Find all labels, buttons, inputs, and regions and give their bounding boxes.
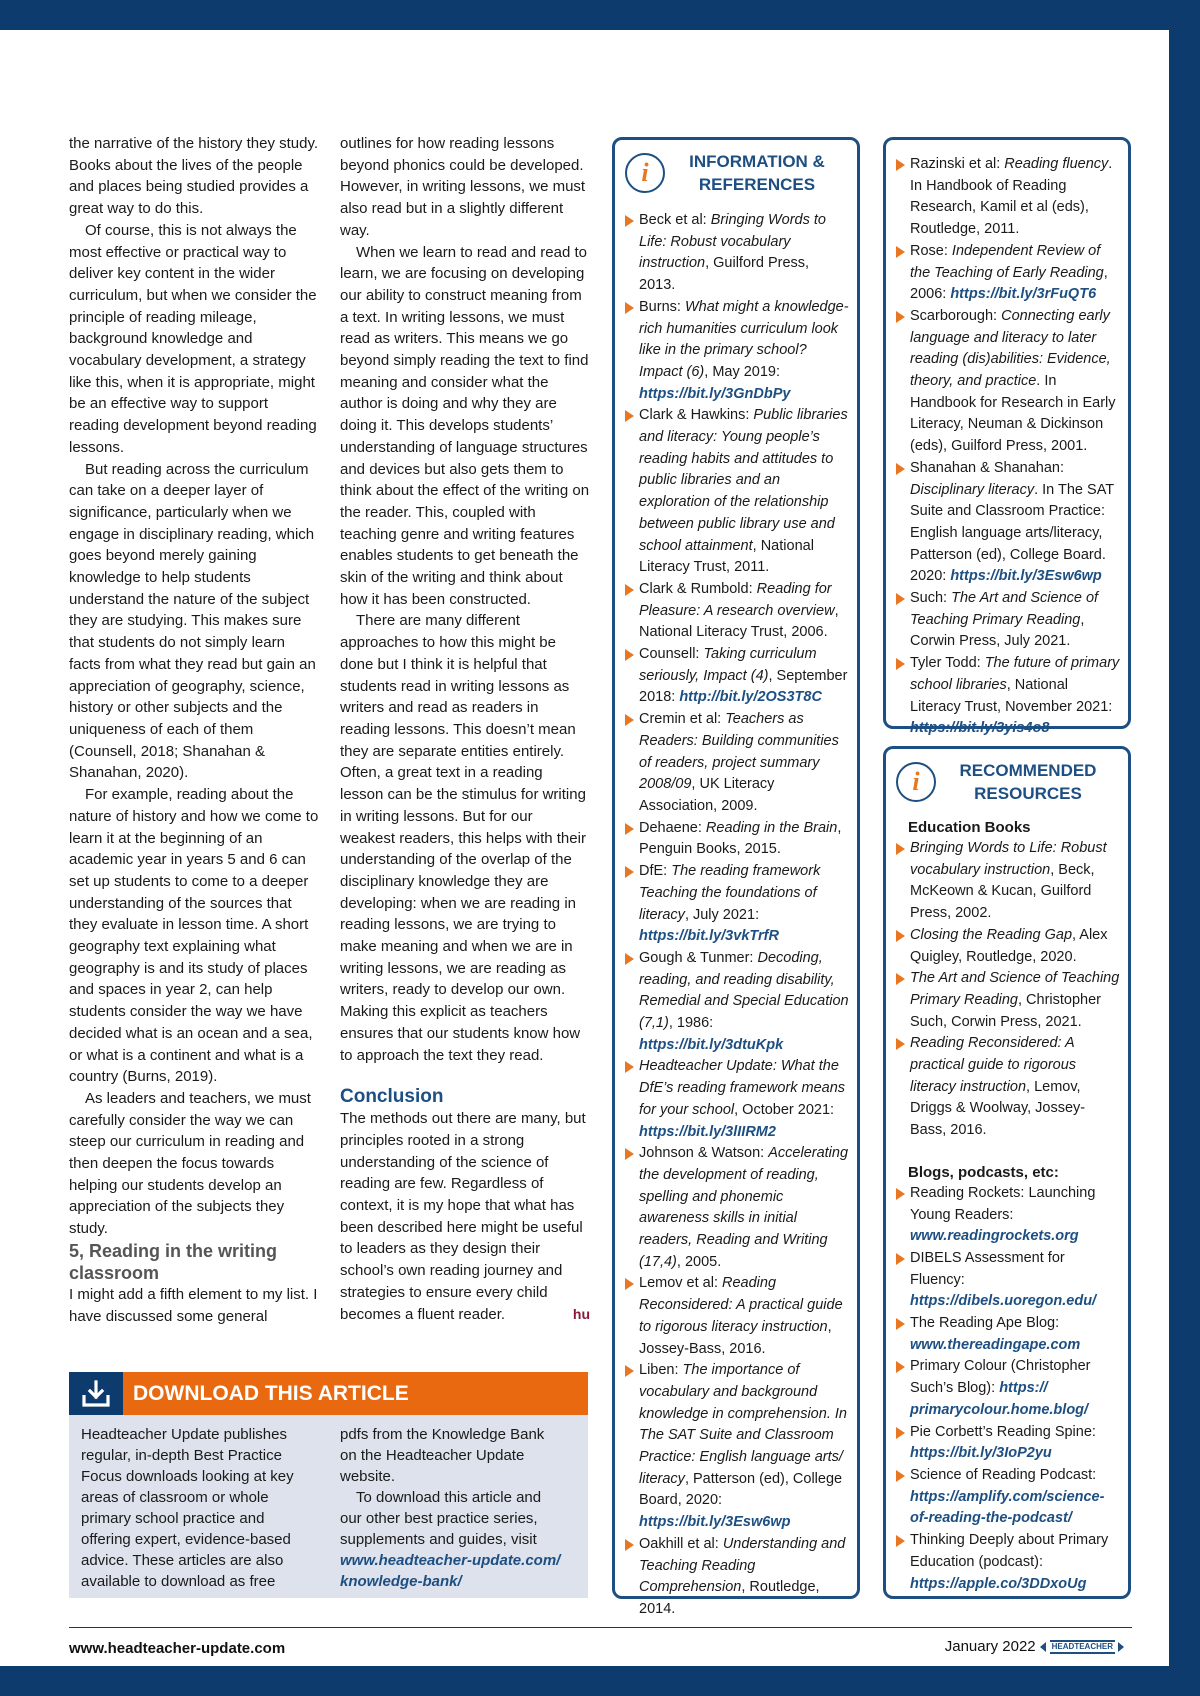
paragraph: outlines for how reading lessons beyond phonics could be developed. However, in writing lessons, we must also read but in a slightly different way. <box>340 135 586 239</box>
resources-header <box>896 759 1120 805</box>
download-paragraph: Headteacher Update publishes regular, in-depth Best Practice Focus downloads looking at key areas of classroom or whole primary school practice and offering expert, evidence-based advice. These articles are also available to download as free <box>81 1426 294 1590</box>
reference-author: Science of Reading Podcast: <box>910 1466 1097 1483</box>
reference-item <box>896 925 1120 968</box>
reference-author: Rose: <box>910 242 952 259</box>
reference-author: Oakhill et al: <box>639 1535 723 1552</box>
references-list <box>625 210 849 1621</box>
reference-title: Taking curriculum seriously, Impact (4) <box>639 646 817 684</box>
article-column-1 <box>69 133 319 1327</box>
reference-title: Independent Review of the Teaching of Early Reading <box>910 242 1104 281</box>
reference-details: , UK Literacy Association, 2009. <box>639 776 775 814</box>
reference-details: , September 2018: <box>639 667 848 706</box>
reference-link[interactable]: http://bit.ly/2OS3T8C <box>679 689 822 706</box>
reference-title: Bringing Words to Life: Robust vocabulary instruction <box>910 840 1107 878</box>
reference-item <box>896 1356 1120 1421</box>
reference-item <box>896 1313 1120 1356</box>
reference-title: Reading fluency <box>1004 156 1109 172</box>
reference-item <box>625 1143 849 1273</box>
reference-item <box>896 154 1120 241</box>
reference-details: , Alex Quigley, Routledge, 2020. <box>910 926 1108 965</box>
reference-link[interactable]: https://apple.co/3DDxoUg <box>910 1575 1087 1592</box>
reference-item <box>625 861 849 948</box>
reference-item <box>896 1248 1120 1313</box>
resources-title: RECOMMENDED RESOURCES <box>959 761 1097 803</box>
reference-title: The reading framework Teaching the foundations of literacy <box>639 863 821 923</box>
resources-box <box>883 746 1131 1599</box>
reference-author: Such: <box>910 590 952 607</box>
reference-item <box>625 297 849 406</box>
download-panel <box>69 1372 588 1598</box>
books-heading: Education Books <box>908 819 1031 836</box>
reference-item <box>896 1465 1120 1530</box>
reference-item <box>896 588 1120 653</box>
paragraph: the narrative of the history they study. Books about the lives of the people and places being studied provides a great way to do this. <box>69 135 319 218</box>
reference-author: Dehaene: <box>639 819 706 836</box>
reference-title: The Art and Science of Teaching Primary Reading <box>910 970 1120 1008</box>
reference-details: , Corwin Press, July 2021. <box>910 611 1085 650</box>
bottom-bar <box>0 1666 1200 1696</box>
paragraph: I might add a fifth element to my list. I have discussed some general <box>69 1285 318 1325</box>
reference-details: , National Literacy Trust, 2006. <box>639 602 839 641</box>
reference-details: , May 2019: <box>704 363 781 380</box>
reference-item <box>625 579 849 644</box>
reference-title: Reading Reconsidered: A practical guide to rigorous literacy instruction <box>639 1275 843 1335</box>
paragraph: Of course, this is not always the most effective or practical way to deliver key content in the wider curriculum, but when we consider the principle of reading mileage, background knowledge and vocabulary development, a strategy like this, when it is appropriate, might be an effective way to support reading development beyond reading lessons. <box>69 221 317 456</box>
reference-item <box>625 210 849 297</box>
conclusion-heading: Conclusion <box>340 1086 444 1108</box>
article-column-2 <box>340 133 590 1325</box>
reference-author: DIBELS Assessment for Fluency: <box>910 1249 1065 1288</box>
download-title: DOWNLOAD THIS ARTICLE <box>133 1381 409 1405</box>
reference-link[interactable]: www.thereadingape.com <box>910 1336 1081 1353</box>
reference-author: The Reading Ape Blog: <box>910 1315 1060 1332</box>
issue-date: January 2022 <box>944 1638 1036 1655</box>
books-list <box>896 838 1120 1142</box>
reference-author: Clark & Rumbold: <box>639 580 757 597</box>
reference-link[interactable]: https://bit.ly/3dtuKpk <box>639 1036 784 1053</box>
reference-item <box>625 1056 849 1143</box>
download-header[interactable] <box>69 1372 588 1415</box>
reference-author: Beck et al: <box>639 212 711 228</box>
paragraph: For example, reading about the nature of history and how we come to learn it at the beginning of an academic year in years 5 and 6 can set up students to come to a deeper understanding of the sources that they evaluate in lesson time. A short geography text explaining what geography is and its study of places and spaces in year 2, can help students consider the way we have decided what is an ocean and a sea, or what is a continent and what is a country (Burns, 2019). <box>69 786 319 1086</box>
reference-details: . In The SAT Suite and Classroom Practice: English language arts/literacy, Patterson (ed), College Board. 2020: <box>910 481 1114 585</box>
reference-link[interactable]: www.readingrockets.org <box>910 1228 1079 1245</box>
reference-details: , National Literacy Trust, November 2021: <box>910 676 1113 715</box>
reference-link[interactable]: https:// primarycolour.home.blog/ <box>910 1380 1089 1418</box>
reference-title: Decoding, reading, and reading disability, Remedial and Special Education (7,1) <box>639 949 849 1032</box>
reference-link[interactable]: https://amplify.com/science-of-reading-the-podcast/ <box>910 1488 1105 1527</box>
download-paragraph: pdfs from the Knowledge Bank on the Headteacher Update website. <box>340 1426 545 1485</box>
reference-title: Reading Reconsidered: A practical guide to rigorous literacy instruction <box>910 1035 1077 1095</box>
footer-rule <box>69 1627 1132 1628</box>
reference-author: Razinski et al: <box>910 156 1005 172</box>
reference-details: . In Handbook for Research in Early Literacy, Neuman & Dickinson (eds), Guilford Press, 2001. <box>910 373 1116 455</box>
reference-title: Disciplinary literacy <box>910 481 1035 498</box>
reference-item <box>625 405 849 579</box>
reference-details: , October 2021: <box>734 1101 835 1118</box>
reference-details: , 1986: <box>668 1015 714 1032</box>
info-icon: i <box>625 153 665 193</box>
reference-item <box>625 1534 849 1621</box>
reference-link[interactable]: https://bit.ly/3Esw6wp <box>950 568 1102 585</box>
reference-author: Tyler Todd: <box>910 655 985 672</box>
references-list <box>896 154 1120 740</box>
reference-author: Cremin et al: <box>639 711 726 728</box>
reference-author: Johnson & Watson: <box>639 1145 769 1162</box>
reference-title: The future of primary school libraries <box>910 655 1120 693</box>
download-paragraph: To download this article and our other best practice series, supplements and guides, visit <box>340 1489 542 1548</box>
reference-author: Primary Colour (Christopher Such’s Blog): <box>910 1358 1091 1397</box>
reference-details: , Lemov, Driggs & Woolway, Jossey-Bass, 2016. <box>910 1078 1086 1139</box>
section-subheading: 5, Reading in the writing classroom <box>69 1240 278 1283</box>
reference-link[interactable]: https://bit.ly/3IoP2yu <box>910 1445 1052 1462</box>
reference-item <box>896 306 1120 458</box>
references-header <box>625 150 849 196</box>
reference-author: Thinking Deeply about Primary Education (podcast): <box>910 1532 1109 1570</box>
reference-item <box>896 838 1120 925</box>
footer-url[interactable]: www.headteacher-update.com <box>69 1640 286 1657</box>
paragraph: As leaders and teachers, we must carefully consider the way we can steep our curriculum in reading and then deepen the focus towards helping our students develop an appreciation of the subjects they study. <box>69 1089 311 1238</box>
blogs-heading: Blogs, podcasts, etc: <box>908 1163 1059 1181</box>
reference-title: What might a knowledge-rich humanities curriculum look like in the primary school? Impact (6) <box>639 298 849 380</box>
reference-details: , July 2021: <box>684 906 760 923</box>
reference-item <box>896 968 1120 1033</box>
reference-details: . In Handbook of Reading Research, Kamil et al (eds), Routledge, 2011. <box>910 156 1113 238</box>
references-title: INFORMATION & REFERENCES <box>689 152 825 194</box>
reference-title: Teachers as Readers: Building communities of readers, project summary 2008/09 <box>639 711 839 793</box>
reference-link[interactable]: https://bit.ly/3GnDbPy <box>639 385 791 402</box>
reference-item <box>896 1530 1120 1595</box>
reference-title: The importance of vocabulary and background knowledge in comprehension. In The SAT Suite and Classroom Practice: English language arts/ literacy <box>639 1362 847 1487</box>
reference-title: Headteacher Update: What the DfE’s reading framework means for your school <box>639 1058 846 1118</box>
reference-details: , National Literacy Trust, 2011. <box>639 537 814 576</box>
reference-details: , 2005. <box>676 1253 722 1270</box>
reference-item <box>625 818 849 861</box>
reference-author: Scarborough: <box>910 307 1002 324</box>
reference-link[interactable]: https://bit.ly/3lIIRM2 <box>639 1123 776 1140</box>
reference-link[interactable]: https://bit.ly/3yis4o8 <box>910 720 1050 737</box>
reference-author: Lemov et al: <box>639 1275 723 1292</box>
reference-item <box>896 653 1120 740</box>
reference-author: Liben: <box>639 1362 683 1379</box>
reference-title: Closing the Reading Gap <box>910 926 1073 943</box>
reference-details: , Guilford Press, 2013. <box>639 255 810 294</box>
reference-title: Connecting early language and literacy to later reading (dis)abilities: Evidence, theory, and practice <box>910 307 1111 390</box>
reference-details: , Beck, McKeown & Kucan, Guilford Press, 2002. <box>910 861 1095 922</box>
reference-item <box>625 1273 849 1360</box>
paragraph: There are many different approaches to how this might be done but I think it is helpful that students read in writing lessons as writers and read as readers in reading lessons. This doesn’t mean they are separate entities entirely. Often, a great text in a reading lesson can be the stimulus for writing in writing lessons. But for our weakest readers, this helps with their understanding of the overlap of the disciplinary knowledge they are developing: when we are reading in reading lessons, we are trying to make meaning and when we are in writing lessons, we are reading as writers, ready to develop our own. Making this explicit as teachers ensures that our students know how to approach the text they read. <box>340 612 586 1064</box>
paragraph: When we learn to read and read to learn, we are focusing on developing our ability to construct meaning from a text. In writing lessons, we must read as writers. This means we go beyond simply reading the text to find meaning and consider what the author is doing and why they are doing it. This develops students’ understanding of language structures and devices but also gets them to think about the effect of the writing on the reader. This, coupled with teaching genre and writing features enables students to get beneath the skin of the writing and think about how it has been constructed. <box>340 243 590 608</box>
footer-date-area <box>945 1638 1124 1655</box>
end-mark: hu <box>572 1305 590 1322</box>
reference-title: Understanding and Teaching Reading Comprehension <box>639 1535 846 1596</box>
reference-details: , Penguin Books, 2015. <box>639 819 842 858</box>
download-text-2 <box>340 1424 562 1592</box>
reference-item <box>625 644 849 709</box>
reference-item <box>896 241 1120 306</box>
reference-title: Public libraries and literacy: Young people’s reading habits and attitudes to public libraries and an exploration of the relationship between public library use and school attainment <box>639 407 848 554</box>
reference-item <box>625 709 849 818</box>
reference-item <box>896 1183 1120 1248</box>
reference-author: Pie Corbett’s Reading Spine: <box>910 1423 1096 1440</box>
reference-link[interactable]: https://bit.ly/3vkTrfR <box>639 928 779 945</box>
reference-link[interactable]: https://bit.ly/3rFuQT6 <box>950 286 1097 303</box>
conclusion-text: The methods out there are many, but principles rooted in a strong understanding of the science of reading are few. Regardless of context, it is my hope that what has been described here might be useful to leaders as they design their school’s own reading journey and strategies to ensure every child becomes a fluent reader. <box>340 1110 586 1323</box>
reference-title: Reading in the Brain <box>705 819 838 836</box>
paragraph: But reading across the curriculum can take on a deeper layer of significance, particularly when we engage in disciplinary reading, which goes beyond merely gaining knowledge to help students understand the nature of the subject they are studying. This makes sure that students do not simply learn facts from what they read but gain an appreciation of geography, science, history or other subjects and the uniqueness of each of them (Counsell, 2018; Shanahan & Shanahan, 2020). <box>69 460 316 782</box>
reference-details: , Christopher Such, Corwin Press, 2021. <box>910 991 1102 1030</box>
download-icon <box>69 1372 123 1415</box>
reference-item <box>896 1033 1120 1142</box>
prev-arrow-icon[interactable] <box>1040 1642 1046 1652</box>
references-continued-box <box>883 137 1131 737</box>
reference-author: Clark & Hawkins: <box>639 407 754 424</box>
info-icon: i <box>896 762 936 802</box>
reference-title: Bringing Words to Life: Robust vocabulary instruction <box>639 212 826 272</box>
reference-details: , Routledge, 2014. <box>639 1579 820 1617</box>
reference-item <box>896 1422 1120 1465</box>
reference-link[interactable]: https://dibels.uoregon.edu/ <box>910 1293 1097 1310</box>
reference-details: , Jossey-Bass, 2016. <box>639 1318 832 1357</box>
paragraph <box>340 1108 590 1325</box>
reference-author: Burns: <box>639 298 685 315</box>
reference-link[interactable]: https://bit.ly/3Esw6wp <box>639 1514 791 1531</box>
reference-author: Shanahan & Shanahan: <box>910 459 1064 476</box>
reference-author: Counsell: <box>639 646 704 663</box>
reference-title: The Art and Science of Teaching Primary Reading <box>910 590 1099 628</box>
reference-item <box>625 948 849 1057</box>
reference-item <box>625 1360 849 1534</box>
reference-title: Reading for Pleasure: A research overview <box>639 580 835 619</box>
reference-author: DfE: <box>639 863 672 880</box>
download-text-1 <box>81 1424 303 1592</box>
reference-author: Reading Rockets: Launching Young Readers: <box>910 1184 1096 1223</box>
reference-details: , Patterson (ed), College Board, 2020: <box>639 1470 843 1509</box>
knowledge-bank-link[interactable]: www.headteacher-update.com/ knowledge-bank/ <box>340 1552 561 1590</box>
next-arrow-icon[interactable] <box>1118 1642 1124 1652</box>
reference-item <box>896 458 1120 588</box>
publication-logo: HEADTEACHER <box>1050 1640 1115 1654</box>
reference-details: , 2006: <box>910 264 1108 303</box>
reference-title: Accelerating the development of reading, spelling and phonemic awareness skills in initial readers, Reading and Writing (17,4) <box>639 1145 849 1270</box>
blogs-list <box>896 1183 1120 1595</box>
references-box <box>612 137 860 1617</box>
reference-author: Gough & Tunmer: <box>639 949 758 966</box>
